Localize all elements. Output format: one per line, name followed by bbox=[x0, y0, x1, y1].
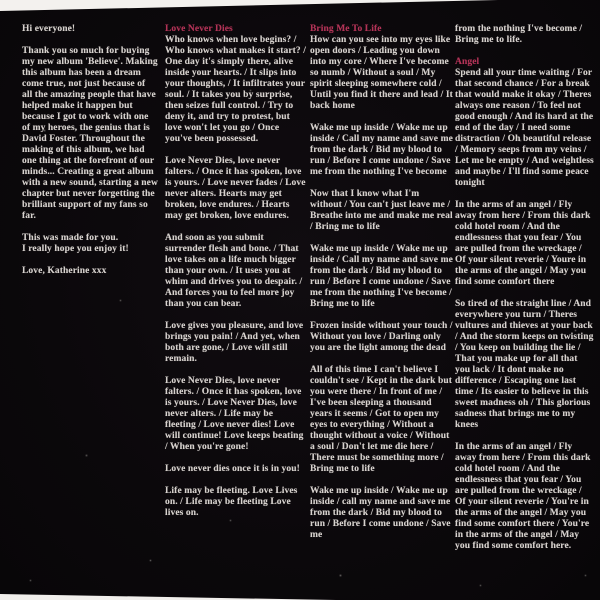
song-title-love-never-dies: Love Never Dies bbox=[165, 24, 233, 34]
bottom-page-edge bbox=[0, 593, 600, 600]
lyric-verse: Who knows when love begins? / Who knows what makes it start? / One day it's simply there, alive inside your hearts. / It slips into your thoughts, / It infiltrates your soul. / It takes you by surprise, then seizes full control. / Try to deny it, and try to protest, but love won't let you go / Once you've been possessed. bbox=[165, 35, 306, 144]
top-page-edge bbox=[0, 0, 600, 11]
lyric-verse: Wake me up inside / Wake me up inside / call my name and save me from the dark / Bid my blood to run / Before I come undone / Save me bbox=[310, 486, 451, 540]
lyric-verse: Love Never Dies, love never falters. / Once it has spoken, love is yours. / Love never fades / Love never alters. Hearts may get broken, love endures. / Hearts may get broken, love endures. bbox=[165, 156, 306, 221]
song-column-love-never-dies bbox=[165, 24, 306, 530]
intro-column bbox=[22, 24, 158, 288]
lyric-verse: Life may be fleeting. Love Lives on. / Life may be fleeting Love lives on. bbox=[165, 486, 298, 518]
lyric-verse: Spend all your time waiting / For that second chance / For a break that would make it okay / Theres always one reason / To feel not good enough / And its hard at the end of the day / I need some distraction / Oh beautiful release / Memory seeps from my veins / Let me be empty / And weightless and maybe / I'll find some peace tonight bbox=[455, 68, 594, 188]
lyric-verse: All of this time I can't believe I couldn't see / Kept in the dark but you were there / In front of me / I've been sleeping a thousand years it seems / Got to open my eyes to everything / Without a thought without a voice / Without a soul / Don't let me die here / There must be something more / Bring me to life bbox=[310, 365, 453, 474]
lyric-verse: In the arms of an angel / Fly away from here / From this dark cold hotel room / And the endlessness that you fear / You are pulled from the wreckage / Of your silent reverie / Youre in the arms of the angel / May you find some comfort there bbox=[455, 200, 591, 287]
intro-closing bbox=[22, 233, 158, 255]
intro-greeting: Hi everyone! bbox=[22, 24, 76, 34]
lyric-verse: Wake me up inside / Wake me up inside / Call my name and save me from the dark / Bid my blood to run / Before I come undone / Save me from the nothing I've become bbox=[310, 123, 453, 177]
intro-body: Thank you so much for buying my new album 'Believe'. Making this album has been a dream come true, not just because of all the amazing people that have helped make it happen but because I got to work with one of my heroes, the genius that is David Foster. Throughout the making of this album, we had one thing at the forefront of our minds... Creating a great album with a new sound, starting a new chapter but never forgetting the brilliant support of my fans so far. bbox=[22, 46, 158, 221]
lyric-verse: Now that I know what I'm without / You can't just leave me / Breathe into me and make me real / Bring me to life bbox=[310, 189, 453, 232]
lyric-verse: Love Never Dies, love never falters. / Once it has spoken, love is yours. / Love Never Dies, love never alters. / Life may be fleeting / Love never dies! Love will continue! Love keeps beating / When you're gone! bbox=[165, 376, 304, 452]
lyric-verse: And soon as you submit surrender flesh and bone. / That love takes on a life much bigger than your own. / It uses you at whim and drives you to despair. / And forces you to feel more joy than you can bear. bbox=[165, 233, 303, 309]
song-title-angel: Angel bbox=[455, 57, 480, 67]
lyric-verse: So tired of the straight line / And everywhere you turn / Theres vultures and thieves at your back / And the storm keeps on twisting / You keep on building the lie / That you make up for all that you lack / It dont make no difference / Escaping one last time / Its easier to believe in this sweet madness oh / This glorious sadness that brings me to my knees bbox=[455, 299, 594, 430]
lyric-verse: Love gives you pleasure, and love brings you pain! / And yet, when both are gone, / Love will still remain. bbox=[165, 321, 304, 364]
lyric-verse: In the arms of an angel / Fly away from here / From this dark cold hotel room / And the endlessness that you fear / You are pulled from the wreckage / Of your silent reverie / You're in the arms of the angel / May you find some comfort there / You're in the arms of the angel / May you find some comfort here. bbox=[455, 442, 591, 551]
song-title-bring-me-to-life: Bring Me To Life bbox=[310, 24, 382, 34]
song-column-angel bbox=[455, 24, 594, 563]
lyric-verse-continuation: from the nothing I've become / Bring me to life. bbox=[455, 24, 583, 45]
intro-closing-line-1: This was made for you. bbox=[22, 233, 119, 243]
intro-signature: Love, Katherine xxx bbox=[22, 266, 107, 276]
song-column-bring-me-to-life bbox=[310, 24, 453, 552]
lyric-verse: Frozen inside without your touch / Without you love / Darling only you are the light among the dead bbox=[310, 321, 453, 353]
lyric-verse: Wake me up inside / Wake me up inside / Call my name and save me from the dark / Bid my blood to run / Before I come undone / Save me from the nothing I've become / Bring me to life bbox=[310, 244, 453, 309]
lyric-verse: How can you see into my eyes like open doors / Leading you down into my core / Where I've become so numb / Without a soul / My spirit sleeping somewhere cold / Until you find it there and lead / It back home bbox=[310, 35, 453, 111]
intro-closing-line-2: I really hope you enjoy it! bbox=[22, 244, 129, 254]
lyric-verse: Love never dies once it is in you! bbox=[165, 464, 300, 474]
